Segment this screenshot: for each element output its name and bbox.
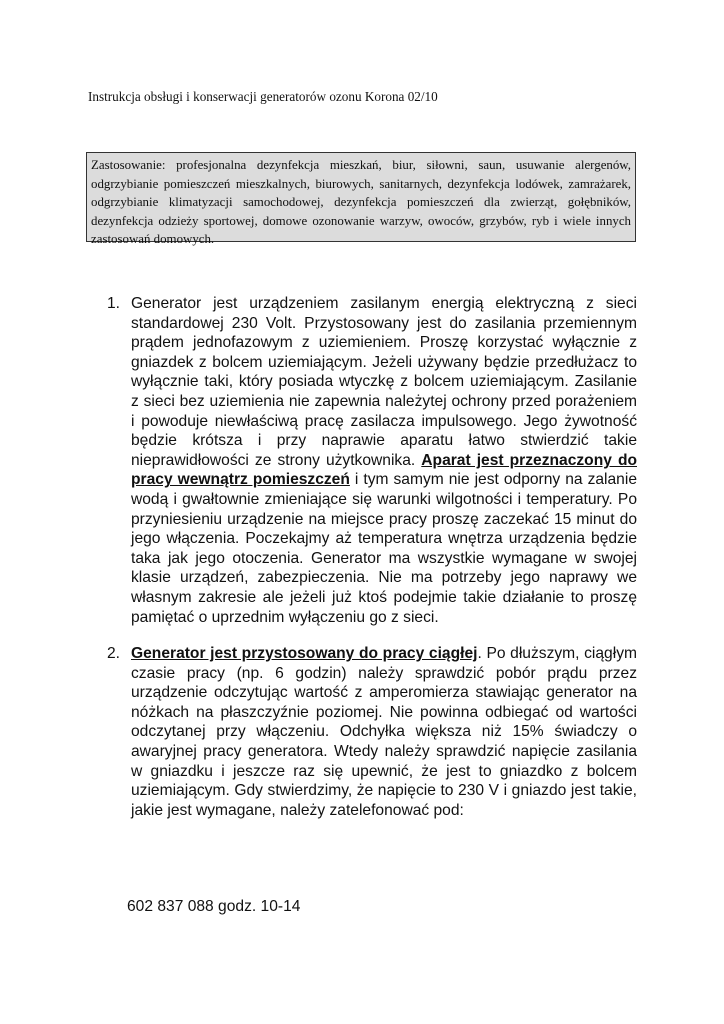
item-emphasis: Aparat jest przeznaczony do pracy wewnątrz pomieszczeń [131,451,637,489]
contact-phone: 602 837 088 godz. 10-14 [127,898,301,915]
document-header: Instrukcja obsługi i konserwacji generatorów ozonu Korona 02/10 [88,89,438,104]
usage-box [86,152,636,246]
item-text: Generator jest urządzeniem zasilanym energią elektryczną z sieci standardowej 230 Volt. Przystosowany jest do zasilania przemiennym prądem jednofazowym z uziemieniem. Proszę korzystać wyłącznie z gniazdek z bolcem uziemiającym. Jeżeli używany będzie przedłużacz to wyłącznie taki, który posiada wtyczkę z bolcem uziemiającym. Zasilanie z sieci bez uziemienia nie zapewnia należytej ochrony przed porażeniem i powoduje niewłaściwą pracę zasilacza impulsowego. Jego żywotność będzie krótsza i przy naprawie aparatu łatwo stwierdzić takie nieprawidłowości ze strony użytkownika. [131,295,637,469]
usage-text: Zastosowanie: profesjonalna dezynfekcja mieszkań, biur, siłowni, saun, usuwanie alergenów, odgrzybianie pomieszczeń mieszkalnych, biurowych, sanitarnych, dezynfekcja lodówek, zamrażarek, odgrzybianie klimatyzacji samochodowej, dezynfekcja pomieszczeń dla zwierząt, gołębników, dezynfekcja odzieży sportowej, domowe ozonowanie warzyw, owoców, grzybów, ryb i wiele innych zastosowań domowych. [91,158,631,246]
instruction-item-2 [107,644,637,820]
instruction-item-1 [107,294,637,627]
item-number: 1. [107,295,121,312]
instruction-list [107,294,637,820]
item-text-continued: i tym samym nie jest odporny na zalanie wodą i gwałtownie zmieniające się warunki wilgotności i temperatury. Po przyniesieniu urządzenie na miejsce pracy proszę zaczekać 15 minut do jego włączenia. Poczekajmy aż temperatura wnętrza urządzenia będzie taka jak jego otoczenia. Generator ma wszystkie wymagane w swojej klasie urządzeń, zabezpieczenia. Nie ma potrzeby jego naprawy we własnym zakresie ale jeżeli już ktoś podejmie takie działanie to proszę pamiętać o uprzednim wyłączeniu go z sieci. [131,471,637,626]
item-text-continued: . Po dłuższym, ciągłym czasie pracy (np. 6 godzin) należy sprawdzić pobór prądu przez urządzenie odczytując wartość z amperomierza stawiając generator na nóżkach na płaszczyźnie poziomej. Nie powinna odbiegać od wartości odczytanej przy włączeniu. Odchyłka większa niż 15% świadczy o awaryjnej pracy generatora. Wtedy należy sprawdzić napięcie zasilania w gniazdku i jeszcze raz się upewnić, że jest to gniazdko z bolcem uziemiającym. Gdy stwierdzimy, że napięcie to 230 V i gniazdo jest takie, jakie jest wymagane, należy zatelefonować pod: [131,645,637,819]
item-emphasis: Generator jest przystosowany do pracy ciągłej [131,645,478,663]
item-number: 2. [107,645,121,663]
